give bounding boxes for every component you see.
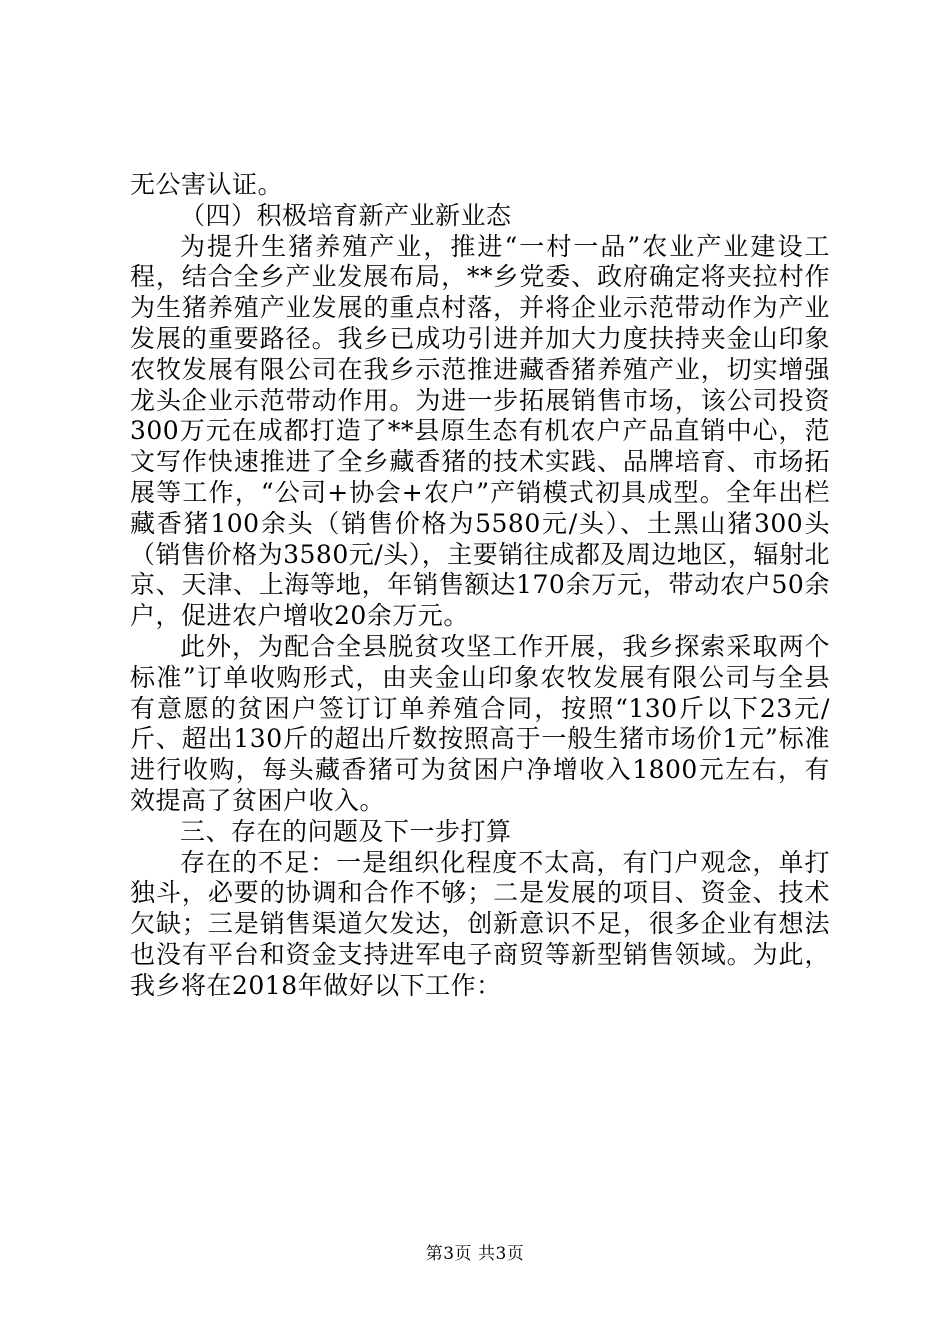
section-heading-problems: 三、存在的问题及下一步打算 xyxy=(180,816,512,846)
paragraph-pig-farming: 为提升生猪养殖产业，推进“一村一品”农业产业建设工程，结合全乡产业发展布局，**乡党委、政府确定将夹拉村作为生猪养殖产业发展的重点村落，并将企业示范带动作为产业发展的重要路径。我乡已成功引进并加大力度扶持夹金山印象农牧发展有限公司在我乡示范推进藏香猪养殖产业，切实增强龙头企业示范带动作用。为进一步拓展销售市场，该公司投资300万元在成都打造了**县原生态有机农户产品直销中心，范文写作快速推进了全乡藏香猪的技术实践、品牌培育、市场拓展等工作，“公司+协会+农户”产销模式初具成型。全年出栏藏香猪100余头（销售价格为5580元/头）、土黑山猪300头（销售价格为3580元/头），主要销往成都及周边地区，辐射北京、天津、上海等地，年销售额达170余万元，带动农户50余户，促进农户增收20余万元。 xyxy=(130,231,830,631)
paragraph-poverty-orders: 此外，为配合全县脱贫攻坚工作开展，我乡探索采取两个标准”订单收购形式，由夹金山印象农牧发展有限公司与全县有意愿的贫困户签订订单养殖合同，按照“130斤以下23元/斤、超出130斤的超出斤数按照高于一般生猪市场价1元”标准进行收购，每头藏香猪可为贫困户净增收入1800元左右，有效提高了贫困户收入。 xyxy=(130,631,830,815)
document-body xyxy=(130,170,830,1002)
paragraph-continuation: 无公害认证。 xyxy=(130,170,284,199)
section-heading-new-industries: （四）积极培育新产业新业态 xyxy=(180,200,512,230)
page-number-footer: 第3页 共3页 xyxy=(425,1244,525,1264)
paragraph-shortcomings: 存在的不足：一是组织化程度不太高，有门户观念，单打独斗，必要的协调和合作不够；二是发展的项目、资金、技术欠缺；三是销售渠道欠发达，创新意识不足，很多企业有想法也没有平台和资金支持进军电子商贸等新型销售领域。为此，我乡将在2018年做好以下工作： xyxy=(130,847,830,1000)
